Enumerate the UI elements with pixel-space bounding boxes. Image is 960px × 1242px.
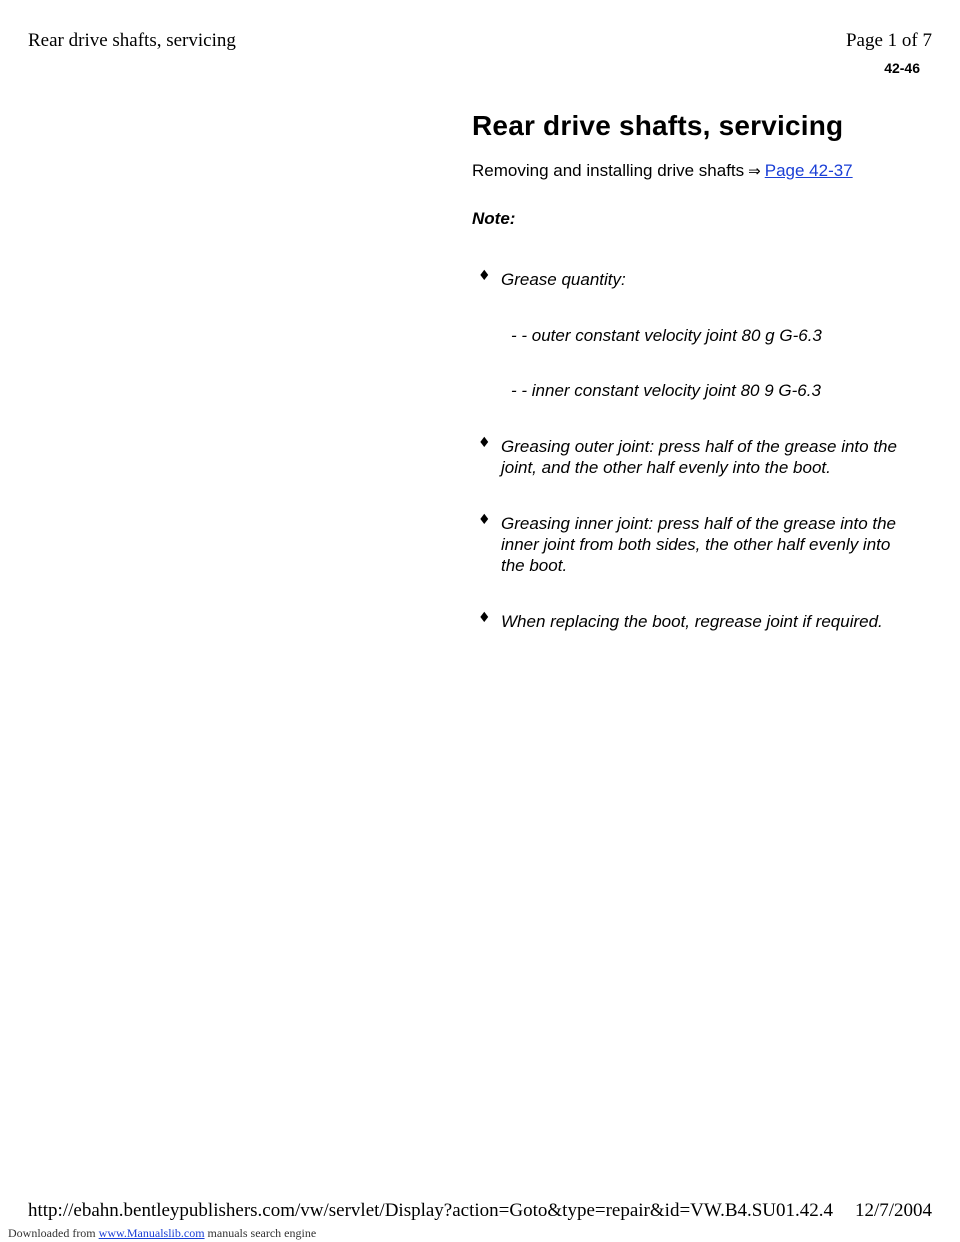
main-content [472,108,912,632]
diamond-bullet-icon: ♦ [478,610,491,626]
intro-text: Removing and installing drive shafts [472,161,745,180]
footer-date: 12/7/2004 [854,1200,932,1221]
sub-item-outer-joint: - - outer constant velocity joint 80 g G-6.3 [511,326,822,345]
page-reference-link[interactable]: Page 42-37 [764,161,853,180]
list-item [472,611,912,632]
note-label: Note: [472,209,516,228]
manualslib-link[interactable]: www.Manualslib.com [98,1226,205,1240]
diamond-bullet-icon: ♦ [478,268,491,284]
list-item [472,513,912,576]
page-title: Rear drive shafts, servicing [472,110,844,141]
header-title: Rear drive shafts, servicing [28,30,236,51]
download-notice [8,1226,316,1241]
diamond-bullet-icon: ♦ [478,435,491,451]
list-item [472,269,912,290]
list-item-text: Greasing outer joint: press half of the grease into the joint, and the other half evenly into the boot. [501,437,897,477]
arrow-right-icon: ⇒ [748,162,761,180]
diamond-bullet-icon: ♦ [478,512,491,528]
list-item [472,436,912,478]
footer-url: http://ebahn.bentleypublishers.com/vw/servlet/Display?action=Goto&type=repair&id=VW.B4.SU01.42.4 [28,1200,834,1221]
download-suffix: manuals search engine [207,1226,317,1240]
list-item-text: Grease quantity: [501,270,626,289]
list-item-text: Greasing inner joint: press half of the grease into the inner joint from both sides, the other half evenly into the boot. [501,514,897,575]
document-number: 42-46 [884,60,920,76]
header-page-number: Page 1 of 7 [845,30,932,51]
download-prefix: Downloaded from [8,1226,96,1240]
sub-item-inner-joint: - - inner constant velocity joint 80 9 G-6.3 [511,381,821,400]
list-item-text: When replacing the boot, regrease joint if required. [501,612,883,631]
intro-paragraph [472,160,912,182]
